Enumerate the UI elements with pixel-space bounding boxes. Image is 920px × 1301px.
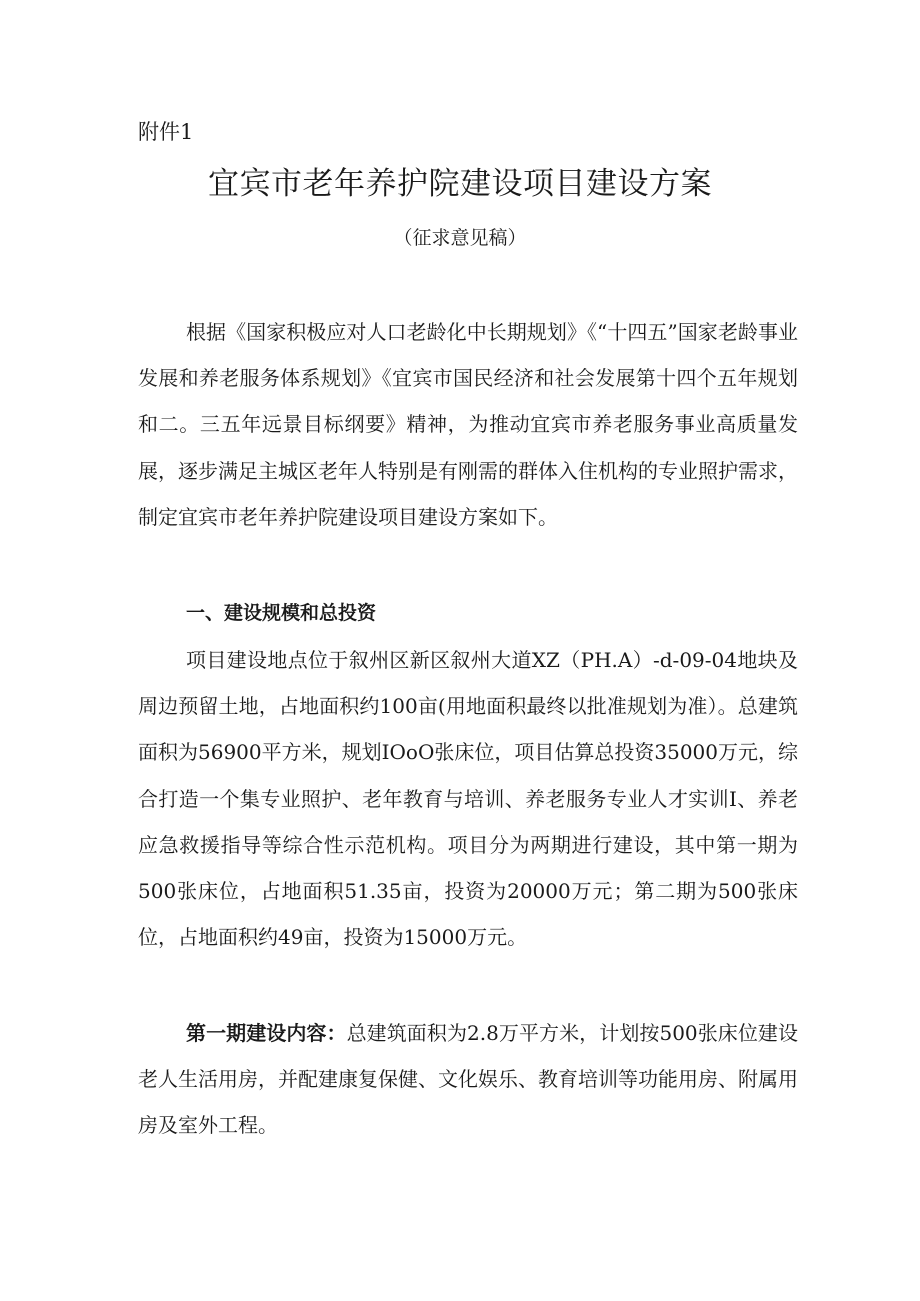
scale-investment-paragraph: 项目建设地点位于叙州区新区叙州大道XZ（PH.A）-d-09-04地块及周边预留土地，占地面积约100亩(用地面积最终以批准规划为准）。总建筑面积为56900平方米，规划IOoO张床位，项目估算总投资35000万元，综合打造一个集专业照护、老年教育与培训、养老服务专业人才实训I、养老应急救援指导等综合性示范机构。项目分为两期进行建设，其中第一期为500张床位，占地面积51.35亩，投资为20000万元；第二期为500张床位，占地面积约49亩，投资为15000万元。	[138, 648, 798, 950]
phase-one-text: 总建筑面积为2.8万平方米，计划按500张床位建设老人生活用房，并配建康复保健、文化娱乐、教育培训等功能用房、附属用房及室外工程。	[138, 1021, 798, 1138]
page-title: 宜宾市老年养护院建设项目建设方案	[208, 166, 712, 202]
intro-paragraph: 根据《国家积极应对人口老龄化中长期规划》《“十四五”国家老龄事业发展和养老服务体系规划》《宜宾市国民经济和社会发展第十四个五年规划和二。三五年远景目标纲要》精神，为推动宜宾市养老服务事业高质量发展，逐步满足主城区老年人特别是有刚需的群体入住机构的专业照护需求，制定宜宾市老年养护院建设项目建设方案如下。	[138, 320, 798, 529]
phase-one-paragraph	[138, 1010, 798, 1149]
phase-one-lead: 第一期建设内容：	[186, 1021, 347, 1045]
attachment-label: 附件1	[138, 120, 194, 144]
section-heading-scale-investment: 一、建设规模和总投资	[186, 602, 377, 624]
page-subtitle: （征求意见稿）	[393, 227, 527, 249]
